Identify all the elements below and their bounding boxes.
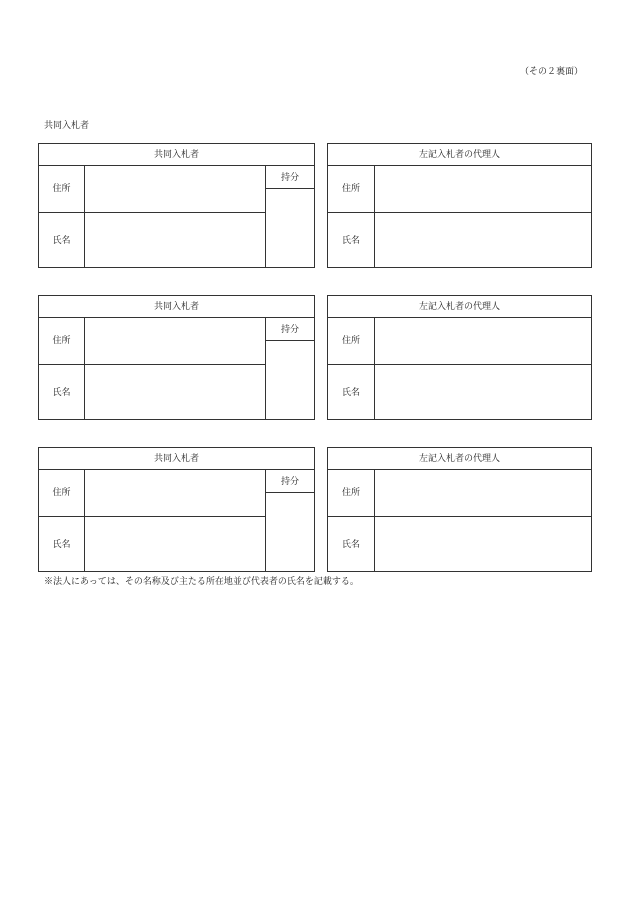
agent-address-field[interactable] <box>375 318 591 363</box>
joint-bidder-table <box>38 143 315 268</box>
bidder-header: 共同入札者 <box>153 454 199 464</box>
footnote: ※法人にあっては、その名称及び主たる所在地並び代表者の氏名を記載する。 <box>44 577 359 587</box>
bidder-header: 共同入札者 <box>153 302 199 312</box>
joint-bidder-group <box>38 447 592 572</box>
agent-table <box>327 295 592 420</box>
agent-name-field[interactable] <box>375 517 591 572</box>
joint-bidder-table <box>38 295 315 420</box>
bidder-address-field[interactable] <box>85 318 264 363</box>
name-label: 氏名 <box>52 388 71 398</box>
joint-bidder-table <box>38 447 315 572</box>
agent-name-field[interactable] <box>375 213 591 268</box>
agent-address-label: 住所 <box>341 336 360 346</box>
joint-bidder-group <box>38 295 592 420</box>
agent-name-label: 氏名 <box>341 388 360 398</box>
name-label: 氏名 <box>52 540 71 550</box>
agent-table <box>327 447 592 572</box>
bidder-header: 共同入札者 <box>153 150 199 160</box>
agent-address-field[interactable] <box>375 470 591 515</box>
joint-bidder-group <box>38 143 592 268</box>
agent-address-field[interactable] <box>375 166 591 211</box>
name-label: 氏名 <box>52 236 71 246</box>
page-number: （その２裏面） <box>520 67 584 77</box>
agent-header: 左記入札者の代理人 <box>418 454 500 464</box>
address-label: 住所 <box>52 184 71 194</box>
agent-name-label: 氏名 <box>341 236 360 246</box>
bidder-address-field[interactable] <box>85 166 264 211</box>
agent-header: 左記入札者の代理人 <box>418 150 500 160</box>
address-label: 住所 <box>52 336 71 346</box>
bidder-name-field[interactable] <box>85 517 264 572</box>
share-field[interactable] <box>266 189 314 268</box>
share-field[interactable] <box>266 493 314 572</box>
agent-address-label: 住所 <box>341 488 360 498</box>
share-label: 持分 <box>280 325 299 335</box>
section-heading: 共同入札者 <box>44 121 90 131</box>
agent-name-label: 氏名 <box>341 540 360 550</box>
agent-address-label: 住所 <box>341 184 360 194</box>
agent-header: 左記入札者の代理人 <box>418 302 500 312</box>
share-label: 持分 <box>280 173 299 183</box>
share-field[interactable] <box>266 341 314 420</box>
address-label: 住所 <box>52 488 71 498</box>
bidder-name-field[interactable] <box>85 213 264 268</box>
agent-table <box>327 143 592 268</box>
share-label: 持分 <box>280 477 299 487</box>
agent-name-field[interactable] <box>375 365 591 420</box>
bidder-address-field[interactable] <box>85 470 264 515</box>
bidder-name-field[interactable] <box>85 365 264 420</box>
